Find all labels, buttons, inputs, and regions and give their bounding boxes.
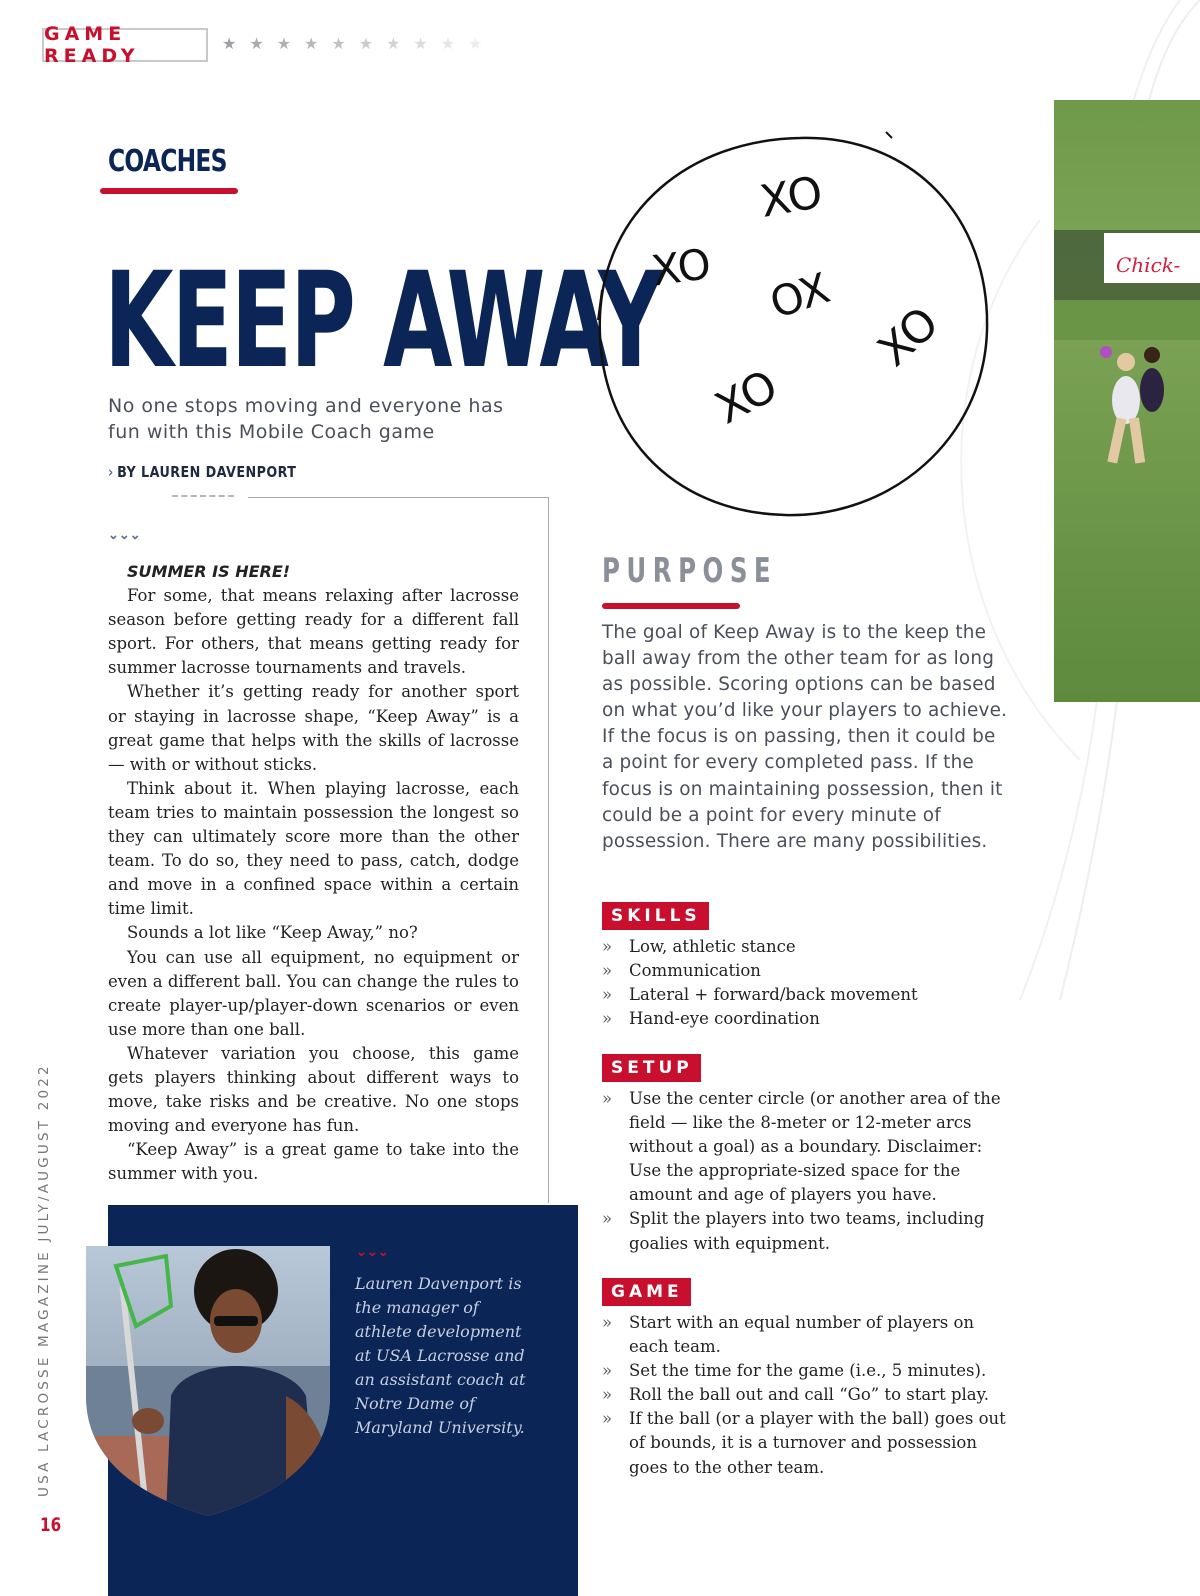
body-paragraph: Think about it. When playing lacrosse, each team tries to maintain possession the longest so they can ultimately score more than the other team. To do so, they need to pass, catch, dodge and move in a confined space within a certain time limit. (108, 778, 519, 919)
list-item-text: Set the time for the game (i.e., 5 minutes). (629, 1361, 987, 1381)
purpose-text: The goal of Keep Away is to the keep the ball away from the other team for as long as possible. Scoring options can be based on what you’d like your players to achieve. If the focus is on passing, then it could be a point for every completed pass. If the focus is on maintaining possession, then it could be a point for every minute of possession. There are many possibilities. (602, 622, 1008, 852)
field-photo (1054, 100, 1200, 702)
star-icon: ★ (222, 36, 237, 53)
list-item (602, 1359, 1012, 1383)
body-paragraph: You can use all equipment, no equipment or even a different ball. You can change the rules to create player-up/player-down scenarios or even use more than one ball. (108, 947, 519, 1039)
list-item (602, 1311, 1012, 1359)
setup-heading: SETUP (602, 1054, 701, 1082)
byline-marker: › (108, 463, 114, 481)
body-paragraph: Whether it’s getting ready for another sport or staying in lacrosse shape, “Keep Away” is a great game that helps with the skills of lacrosse — with or without sticks. (108, 682, 519, 774)
star-icon: ★ (249, 36, 264, 53)
list-item-text: Low, athletic stance (629, 937, 796, 956)
body-paragraph: “Keep Away” is a great game to take into the summer with you. (108, 1140, 519, 1184)
diagram-mark: XO (648, 238, 714, 296)
list-item-text: Roll the ball out and call “Go” to start play. (629, 1385, 989, 1405)
page-number: 16 (40, 1514, 62, 1536)
magazine-issue-label: USA LACROSSE MAGAZINE JULY/AUGUST 2022 (36, 1063, 52, 1497)
star-icon: ★ (440, 36, 456, 53)
diagram-mark: OX (764, 263, 836, 329)
bullet-marker: » (602, 985, 613, 1005)
section-label: COACHES (108, 144, 227, 179)
banner-text: Chick- (1116, 253, 1181, 277)
frame-line-top (248, 497, 549, 498)
body-paragraph: For some, that means relaxing after lacrosse season before getting ready for a different fall sport. For others, that means getting ready for summer lacrosse tournaments and travels. (108, 586, 519, 678)
list-item (602, 959, 1012, 983)
list-item (602, 1407, 1012, 1479)
star-icon: ★ (358, 36, 374, 53)
bullet-marker: » (602, 1313, 613, 1332)
game-heading: GAME (602, 1278, 691, 1306)
frame-line-right (548, 497, 549, 1203)
bullet-marker: » (602, 937, 613, 956)
list-item-text: Start with an equal number of players on each team. (629, 1313, 975, 1357)
skills-list (602, 935, 1012, 1031)
bullet-marker: » (602, 1089, 613, 1108)
star-icon: ★ (276, 36, 292, 53)
list-item-text: Lateral + forward/back movement (629, 985, 918, 1005)
diagram-mark: XO (707, 360, 787, 435)
star-icon: ★ (331, 36, 346, 53)
body-lead: SUMMER IS HERE! (127, 562, 291, 581)
diagram-mark: XO (868, 297, 949, 377)
chevron-down-icon: ⌄⌄⌄ (356, 1244, 389, 1259)
keep-away-diagram (560, 120, 1020, 530)
article-body (108, 560, 519, 1186)
chevron-down-icon: ⌄⌄⌄ (108, 527, 141, 542)
list-item-text: Communication (629, 961, 761, 981)
star-icon: ★ (468, 36, 483, 53)
author-photo (86, 1246, 330, 1516)
star-icon: ★ (413, 36, 428, 53)
game-list (602, 1311, 1012, 1480)
list-item-text: Use the center circle (or another area of the field — like the 8-meter or 12-meter arcs without a goal) as a boundary. Disclaimer: Use the appropriate-sized space for the amount and age of players you have. (629, 1089, 1001, 1205)
byline (108, 463, 296, 481)
star-icon: ★ (386, 36, 401, 53)
byline-author: BY LAUREN DAVENPORT (117, 463, 297, 481)
bullet-marker: » (602, 961, 613, 981)
article-title: KEEP AWAY (104, 244, 662, 398)
list-item-text: If the ball (or a player with the ball) goes out of bounds, it is a turnover and possession goes to the other team. (629, 1409, 1006, 1477)
section-underline (100, 188, 238, 194)
bullet-marker: » (602, 1361, 613, 1381)
list-item (602, 935, 1012, 959)
bullet-marker: » (602, 1409, 613, 1429)
list-item (602, 1383, 1012, 1407)
list-item (602, 1007, 1012, 1031)
body-paragraph: Sounds a lot like “Keep Away,” no? (127, 923, 418, 943)
skills-heading: SKILLS (602, 902, 709, 930)
bullet-marker: » (602, 1009, 613, 1029)
body-paragraph: Whatever variation you choose, this game gets players thinking about different ways to move, take risks and be creative. No one stops moving and everyone has fun. (108, 1043, 519, 1136)
article-subtitle: No one stops moving and everyone has fun with this Mobile Coach game (108, 395, 504, 443)
purpose-underline (602, 603, 740, 609)
star-icon: ★ (304, 36, 319, 53)
diagram-mark: XO (756, 166, 827, 228)
bullet-marker: » (602, 1385, 613, 1405)
list-item (602, 1087, 1012, 1207)
purpose-heading: PURPOSE (602, 551, 778, 591)
star-rating-decoration (222, 34, 482, 56)
badge-label: GAME READY (44, 23, 140, 67)
list-item-text: Hand-eye coordination (629, 1009, 820, 1029)
bullet-marker: » (602, 1209, 613, 1229)
author-bio: Lauren Davenport is the manager of athlete development at USA Lacrosse and an assistant coach at Notre Dame of Maryland University. (355, 1274, 526, 1437)
game-ready-badge (42, 23, 208, 67)
list-item (602, 983, 1012, 1007)
list-item (602, 1207, 1012, 1255)
byline-divider (172, 495, 234, 497)
list-item-text: Split the players into two teams, including goalies with equipment. (629, 1209, 985, 1253)
setup-list (602, 1087, 1012, 1256)
